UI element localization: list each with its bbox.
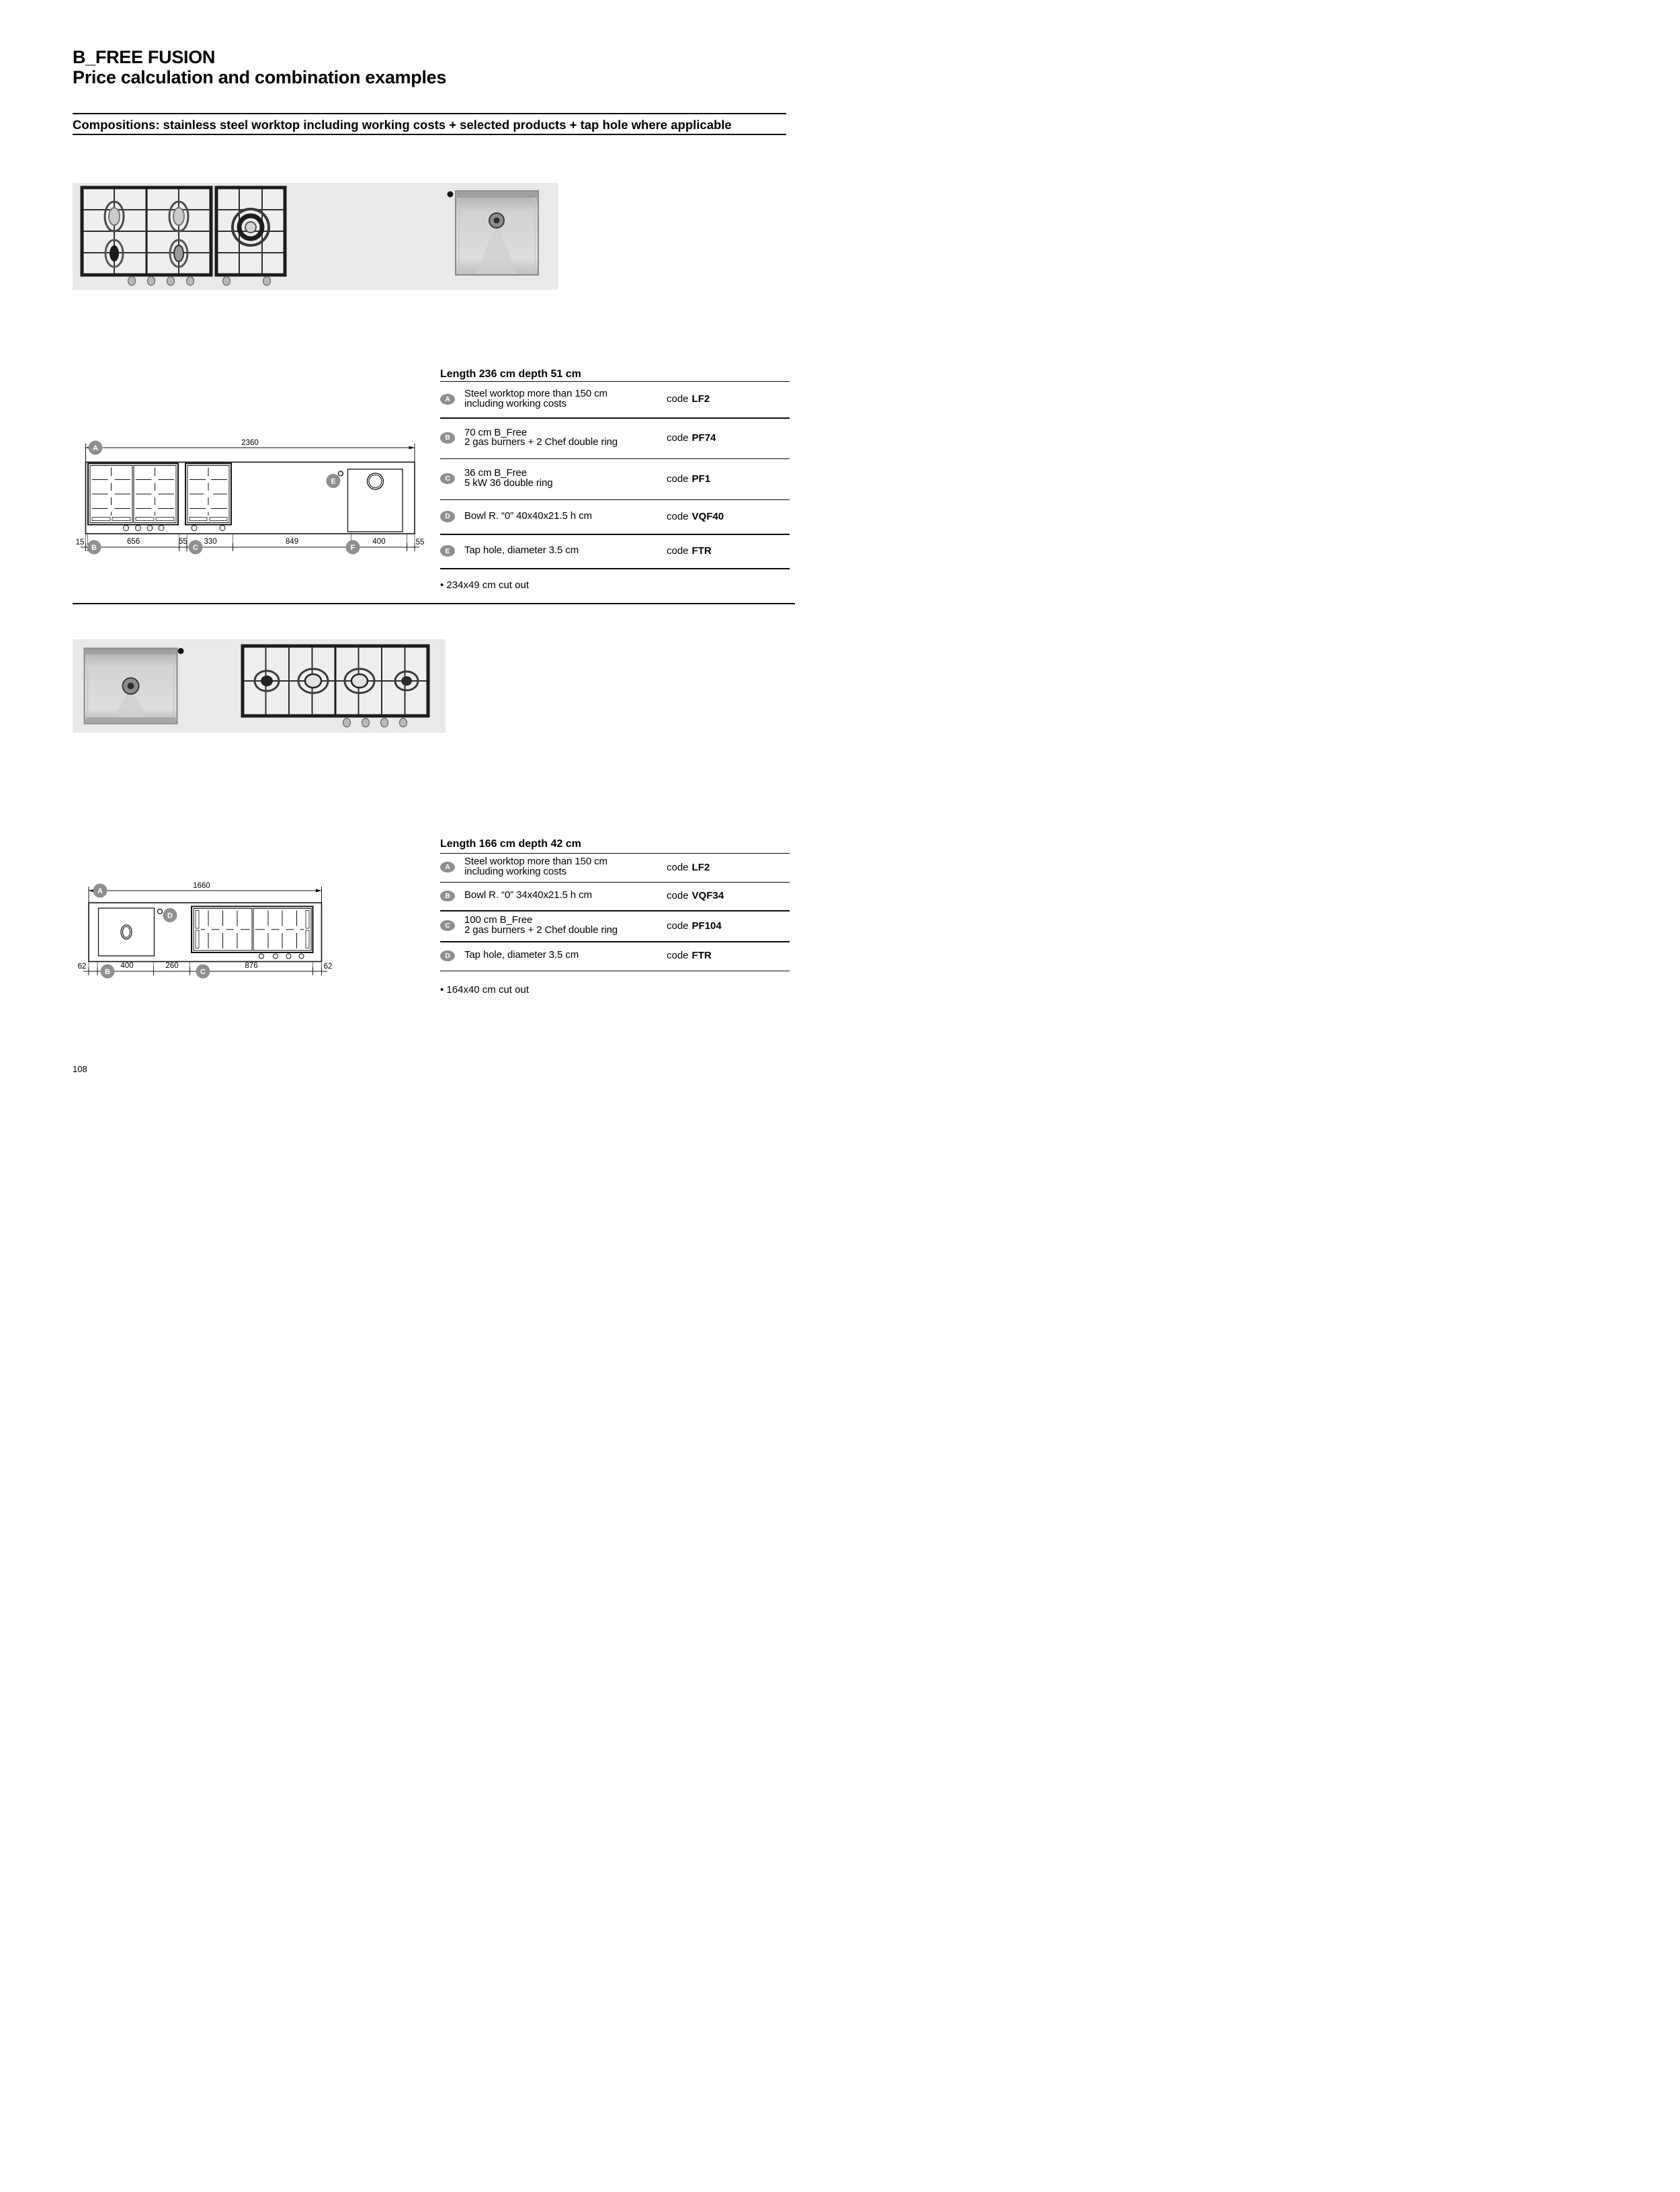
- drawing2-badges: [93, 884, 210, 979]
- dim-400: 400: [372, 538, 386, 546]
- cutout-note: • 164x40 cm cut out: [440, 984, 529, 996]
- row-description: Bowl R. “0” 34x40x21.5 h cm: [464, 889, 592, 901]
- row-badge: D: [440, 511, 455, 522]
- spec-table-166: [440, 838, 790, 1000]
- row-description: Steel worktop more than 150 cm including working costs: [464, 388, 607, 409]
- row-badge: A: [440, 394, 455, 405]
- technical-drawing-166: [67, 867, 433, 988]
- cutout-note: • 234x49 cm cut out: [440, 579, 529, 591]
- catalog-page: [0, 0, 840, 1096]
- page-number: 108: [73, 1064, 87, 1074]
- dim-15: 15: [75, 538, 85, 546]
- row-code: code FTR: [667, 950, 712, 962]
- dim-656: 656: [127, 538, 140, 546]
- badge-d-icon: D: [167, 911, 173, 920]
- row-description: 36 cm B_Free 5 kW 36 double ring: [464, 467, 553, 489]
- photo2-sink-image: [85, 648, 184, 724]
- table-row: [440, 499, 790, 534]
- table-row: [440, 853, 790, 882]
- table-row: [440, 381, 790, 418]
- dim-876: 876: [245, 962, 258, 970]
- photo1-hob-70cm-image: [82, 188, 211, 275]
- photo1-sink-image: [448, 191, 539, 275]
- page-title: [73, 47, 446, 87]
- badge-f-icon: F: [350, 543, 355, 552]
- dim-55a: 55: [179, 538, 187, 546]
- dim-62b: 62: [323, 963, 333, 971]
- badge-a-icon: A: [97, 887, 103, 895]
- badge-c-icon: C: [193, 543, 198, 552]
- table-rule: [440, 971, 790, 972]
- table-row: [440, 941, 790, 971]
- table-row: [440, 910, 790, 941]
- photo2-hob-100cm-image: [243, 646, 428, 716]
- table-row: [440, 417, 790, 458]
- row-code: code PF1: [667, 473, 711, 485]
- badge-a-icon: A: [93, 444, 98, 452]
- row-code: code VQF34: [667, 890, 724, 902]
- table-row: [440, 534, 790, 568]
- table-row: [440, 458, 790, 499]
- photo1-hob-36cm-image: [216, 188, 285, 275]
- dim-849: 849: [285, 538, 299, 546]
- table-row: [440, 882, 790, 911]
- dim-total-236: 2360: [241, 439, 259, 447]
- section-separator-rule: [73, 603, 795, 604]
- row-badge: D: [440, 950, 455, 962]
- spec-table-236: [440, 368, 790, 597]
- product-photo-composition-236: [73, 183, 558, 290]
- product-photo-composition-166: [73, 639, 446, 733]
- row-badge: B: [440, 891, 455, 902]
- dim-62a: 62: [77, 963, 87, 971]
- row-code: code LF2: [667, 393, 710, 405]
- row-badge: E: [440, 545, 455, 557]
- dim-260: 260: [165, 962, 179, 970]
- badge-c-icon: C: [200, 967, 206, 976]
- row-code: code PF74: [667, 432, 716, 444]
- badge-b-icon: B: [105, 967, 110, 976]
- dim-55b: 55: [415, 538, 425, 546]
- row-code: code VQF40: [667, 510, 724, 522]
- section-heading: Length 166 cm depth 42 cm: [440, 838, 581, 850]
- row-badge: B: [440, 432, 455, 444]
- row-code: code FTR: [667, 545, 712, 557]
- row-code: code PF104: [667, 920, 722, 932]
- page-title-line2: Price calculation and combination examples: [73, 67, 447, 87]
- row-description: Bowl R. “0” 40x40x21.5 h cm: [464, 510, 592, 522]
- row-badge: C: [440, 920, 455, 932]
- compositions-line: Compositions: stainless steel worktop including working costs + selected products + tap hole where applicable: [73, 118, 732, 132]
- dim-total-166: 1660: [193, 882, 210, 890]
- row-description: Tap hole, diameter 3.5 cm: [464, 949, 579, 961]
- page-title-line1: B_FREE FUSION: [73, 47, 216, 67]
- row-badge: C: [440, 473, 455, 485]
- row-badge: A: [440, 862, 455, 873]
- row-description: 100 cm B_Free 2 gas burners + 2 Chef double ring: [464, 914, 618, 936]
- dim-400: 400: [120, 962, 134, 970]
- dim-330: 330: [204, 538, 217, 546]
- compositions-bottom-rule: [73, 134, 786, 135]
- compositions-top-rule: [73, 113, 786, 114]
- section-heading: Length 236 cm depth 51 cm: [440, 368, 581, 380]
- row-description: Tap hole, diameter 3.5 cm: [464, 544, 579, 557]
- technical-drawing-236: [67, 437, 433, 561]
- table-rule: [440, 568, 790, 569]
- row-description: 70 cm B_Free 2 gas burners + 2 Chef double ring: [464, 426, 618, 448]
- badge-b-icon: B: [91, 543, 97, 552]
- badge-e-icon: E: [331, 477, 336, 486]
- row-code: code LF2: [667, 861, 710, 873]
- row-description: Steel worktop more than 150 cm including working costs: [464, 856, 607, 877]
